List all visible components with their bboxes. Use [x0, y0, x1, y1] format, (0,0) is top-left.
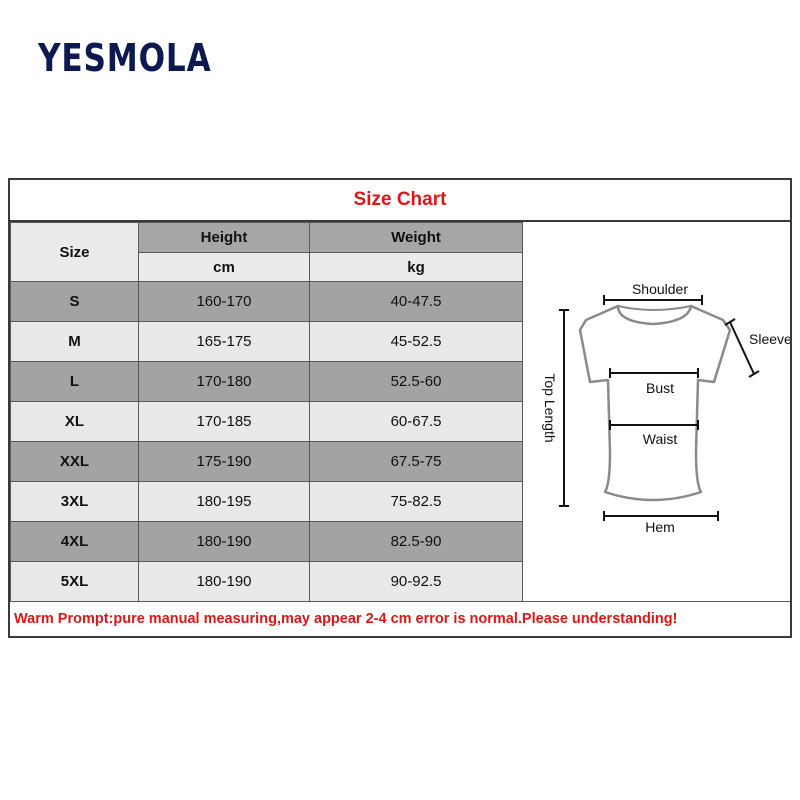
tshirt-measurement-diagram — [526, 222, 790, 582]
height-cell: 180-195 — [139, 482, 310, 522]
height-header: Height — [139, 223, 310, 253]
waist-label: Waist — [642, 431, 678, 447]
size-cell: XL — [11, 402, 139, 442]
height-cell: 175-190 — [139, 442, 310, 482]
height-cell: 165-175 — [139, 322, 310, 362]
tshirt-collar — [618, 306, 691, 310]
table-row — [11, 282, 523, 322]
size-cell: 5XL — [11, 562, 139, 602]
sleeve-arrow — [730, 322, 754, 374]
weight-cell: 90-92.5 — [310, 562, 523, 602]
tshirt-diagram-svg — [526, 222, 790, 582]
height-cell: 170-180 — [139, 362, 310, 402]
size-cell: XXL — [11, 442, 139, 482]
table-row — [11, 362, 523, 402]
size-header: Size — [11, 223, 139, 282]
top-length-label: Top Length — [542, 373, 558, 443]
size-cell: 3XL — [11, 482, 139, 522]
size-cell: 4XL — [11, 522, 139, 562]
weight-cell: 52.5-60 — [310, 362, 523, 402]
height-cell: 180-190 — [139, 522, 310, 562]
table-row — [11, 322, 523, 362]
weight-header: Weight — [310, 223, 523, 253]
weight-unit: kg — [310, 253, 523, 282]
weight-cell: 40-47.5 — [310, 282, 523, 322]
shoulder-label: Shoulder — [631, 281, 689, 297]
hem-label: Hem — [645, 519, 675, 535]
measurement-note: Warm Prompt:pure manual measuring,may appear 2-4 cm error is normal.Please understanding! — [10, 601, 790, 636]
height-cell: 180-190 — [139, 562, 310, 602]
table-row — [11, 482, 523, 522]
table-row — [11, 442, 523, 482]
brand-logo: YESMOLA — [38, 36, 212, 80]
weight-cell: 67.5-75 — [310, 442, 523, 482]
height-cell: 160-170 — [139, 282, 310, 322]
chart-title: Size Chart — [10, 180, 790, 222]
bust-label: Bust — [645, 380, 675, 396]
height-unit: cm — [139, 253, 310, 282]
weight-cell: 45-52.5 — [310, 322, 523, 362]
table-row — [11, 402, 523, 442]
weight-cell: 75-82.5 — [310, 482, 523, 522]
size-cell: S — [11, 282, 139, 322]
table-row — [11, 562, 523, 602]
size-cell: L — [11, 362, 139, 402]
weight-cell: 60-67.5 — [310, 402, 523, 442]
table-row — [11, 522, 523, 562]
size-table — [10, 222, 523, 602]
weight-cell: 82.5-90 — [310, 522, 523, 562]
sleeve-label: Sleeve — [749, 331, 790, 347]
tshirt-outline — [580, 306, 730, 500]
size-chart — [8, 178, 792, 638]
size-cell: M — [11, 322, 139, 362]
height-cell: 170-185 — [139, 402, 310, 442]
